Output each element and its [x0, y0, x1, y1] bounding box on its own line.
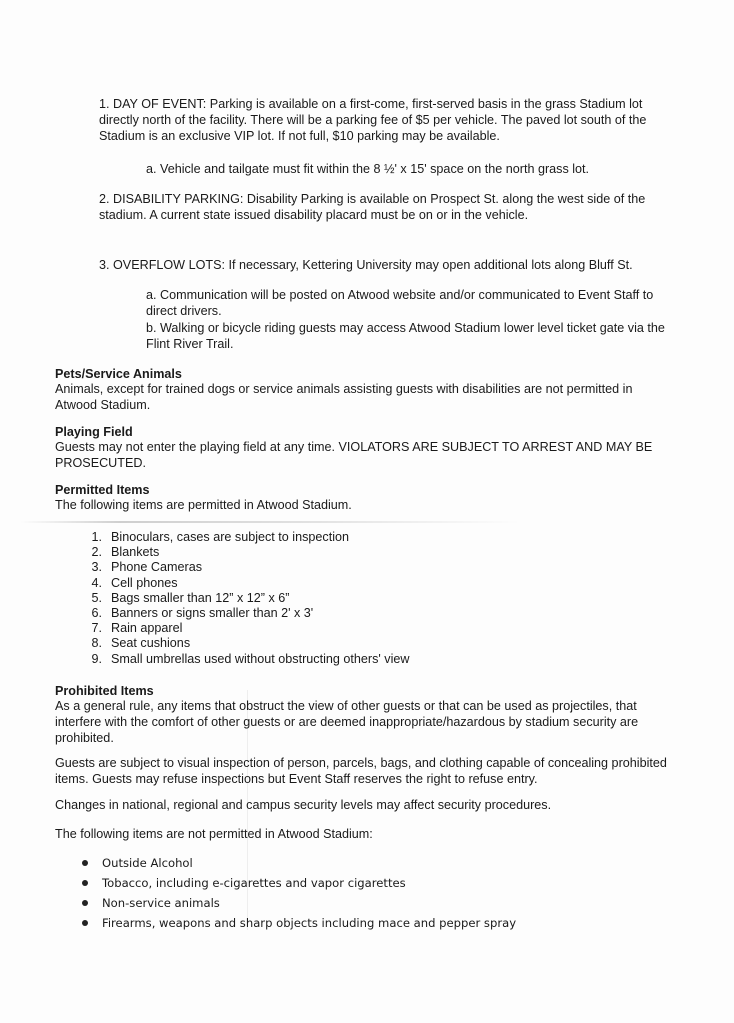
- permitted-intro: The following items are permitted in Atwood Stadium.: [55, 498, 352, 512]
- parking-day-of-event-sub-a: a. Vehicle and tailgate must fit within the 8 ½' x 15' space on the north grass lot.: [146, 162, 590, 176]
- prohibited-intro: The following items are not permitted in Atwood Stadium:: [55, 827, 373, 841]
- parking-overflow: 3. OVERFLOW LOTS: If necessary, Kettering University may open additional lots along Bluff St.: [99, 258, 633, 272]
- list-number: 8.: [91, 636, 102, 651]
- prohibited-items-list: [82, 853, 516, 933]
- bullet-icon: [82, 920, 88, 926]
- parking-disability: 2. DISABILITY PARKING: Disability Parking is available on Prospect St. along the west side of the stadium. A current state issued disability placard must be on or in the vehicle.: [99, 192, 646, 222]
- prohibited-para-inspection: Guests are subject to visual inspection of person, parcels, bags, and clothing capable of concealing prohibited items. Guests may refuse inspections but Event Staff reserves the right to refuse entry.: [55, 756, 667, 786]
- list-text: Phone Cameras: [111, 560, 203, 575]
- playing-field-heading: Playing Field: [55, 425, 133, 439]
- bullet-icon: [82, 880, 88, 886]
- list-text: Firearms, weapons and sharp objects including mace and pepper spray: [102, 916, 517, 930]
- list-text: Banners or signs smaller than 2' x 3': [111, 605, 314, 620]
- list-text: Cell phones: [111, 575, 178, 590]
- bullet-icon: [82, 900, 88, 906]
- prohibited-item: [82, 873, 516, 893]
- permitted-item: [78, 530, 410, 545]
- parking-day-of-event: 1. DAY OF EVENT: Parking is available on a first-come, first-served basis in the grass Stadium lot directly north of the facility. There will be a parking fee of $5 per vehicle. The paved lot south of the Stadium is an exclusive VIP lot. If not full, $10 parking may be available.: [99, 97, 647, 143]
- scan-artifact-line: [20, 521, 520, 523]
- list-number: 2.: [91, 545, 102, 560]
- list-text: Binoculars, cases are subject to inspection: [111, 530, 350, 544]
- permitted-item: [78, 591, 410, 606]
- list-number: 4.: [91, 575, 102, 590]
- list-text: Rain apparel: [111, 621, 183, 636]
- list-text: Tobacco, including e-cigarettes and vapor cigarettes: [102, 876, 406, 890]
- bullet-icon: [82, 860, 88, 866]
- list-number: 3.: [91, 560, 102, 575]
- pets-heading: Pets/Service Animals: [55, 367, 182, 381]
- permitted-item: [78, 576, 410, 591]
- prohibited-item: [82, 853, 516, 873]
- list-text: Seat cushions: [111, 636, 191, 651]
- list-number: 5.: [91, 590, 102, 605]
- prohibited-para-general-rule: As a general rule, any items that obstruct the view of other guests or that can be used as projectiles, that interfere with the comfort of other guests or are deemed inappropriate/hazardous by stadium security are prohibited.: [55, 699, 639, 745]
- parking-overflow-sub-a: a. Communication will be posted on Atwood website and/or communicated to Event Staff to direct drivers.: [146, 288, 654, 318]
- list-text: Blankets: [111, 545, 160, 560]
- prohibited-heading: Prohibited Items: [55, 684, 154, 698]
- permitted-item: [78, 606, 410, 621]
- permitted-item: [78, 545, 410, 560]
- permitted-heading: Permitted Items: [55, 483, 150, 497]
- list-number: 9.: [91, 651, 102, 666]
- list-text: Outside Alcohol: [102, 856, 193, 870]
- prohibited-item: [82, 893, 516, 913]
- parking-overflow-sub-b: b. Walking or bicycle riding guests may access Atwood Stadium lower level ticket gate via the Flint River Trail.: [146, 321, 665, 351]
- list-text: Bags smaller than 12” x 12” x 6”: [111, 590, 290, 605]
- permitted-item: [78, 621, 410, 636]
- prohibited-item: [82, 913, 516, 933]
- list-number: 6.: [91, 605, 102, 620]
- list-number: 7.: [91, 621, 102, 636]
- permitted-items-list: [78, 530, 410, 667]
- prohibited-para-security-levels: Changes in national, regional and campus security levels may affect security procedures.: [55, 798, 552, 812]
- permitted-item: [78, 560, 410, 575]
- list-text: Small umbrellas used without obstructing others' view: [111, 651, 410, 666]
- list-text: Non-service animals: [102, 896, 220, 910]
- pets-body: Animals, except for trained dogs or service animals assisting guests with disabilities are not permitted in Atwood Stadium.: [55, 382, 633, 412]
- playing-field-body: Guests may not enter the playing field at any time. VIOLATORS ARE SUBJECT TO ARREST AND MAY BE PROSECUTED.: [55, 440, 653, 470]
- permitted-item: [78, 652, 410, 667]
- permitted-item: [78, 636, 410, 651]
- list-number: 1.: [91, 530, 102, 544]
